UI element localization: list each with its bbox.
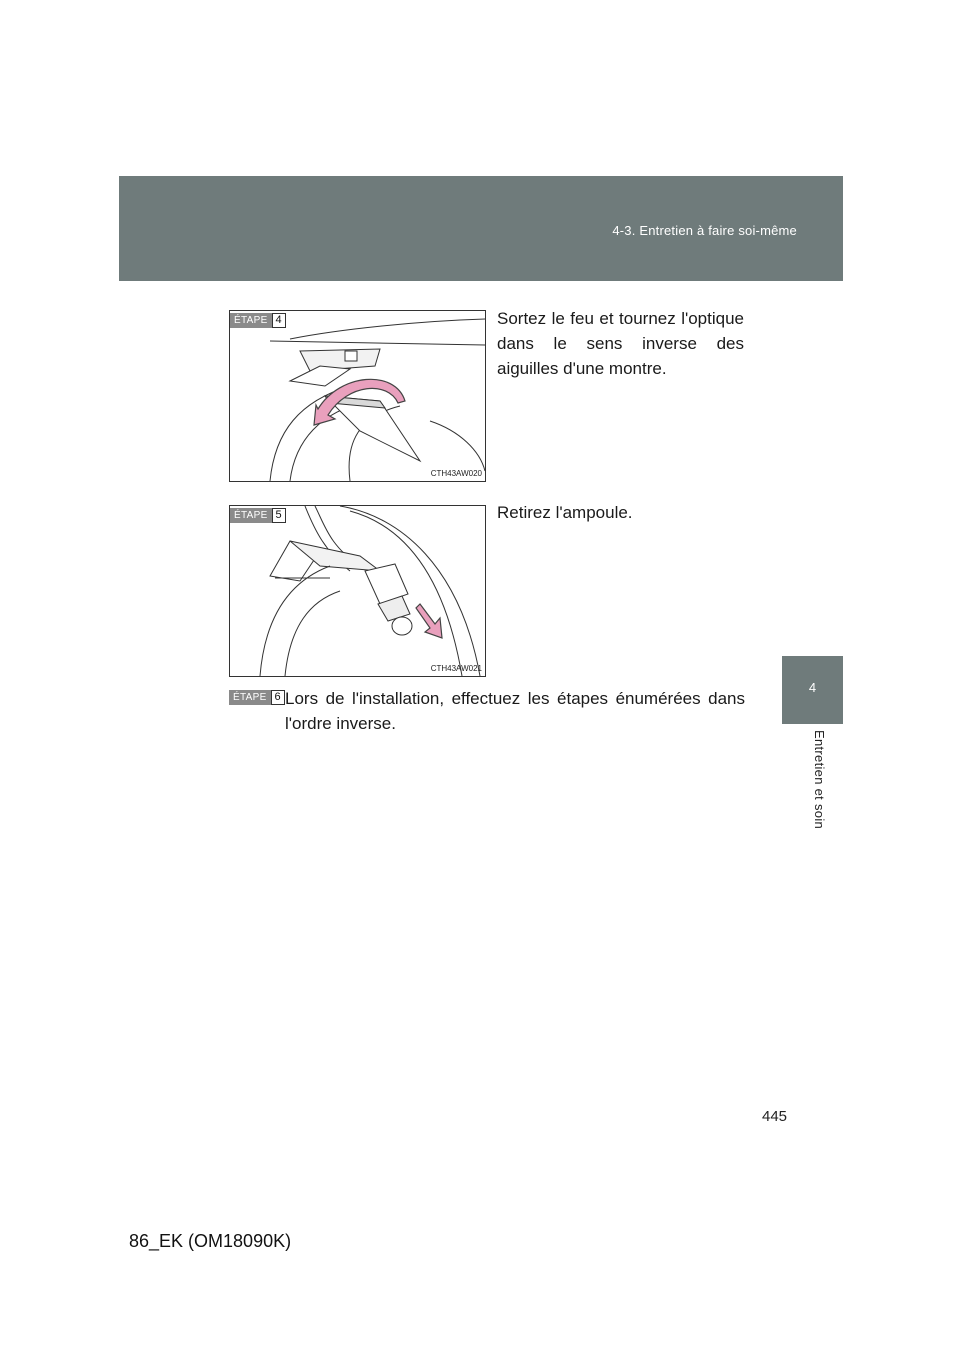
- step-5-badge: [230, 508, 286, 523]
- page-number: 445: [762, 1108, 788, 1125]
- figure-code: CTH43AW020: [430, 469, 482, 478]
- step-4-figure: [229, 310, 486, 482]
- document-code: 86_EK (OM18090K): [129, 1231, 292, 1251]
- bulb-removal-illustration: [230, 506, 487, 678]
- lamp-rotate-illustration: [230, 311, 487, 483]
- section-title: 4-3. Entretien à faire soi-même: [612, 223, 797, 238]
- step-4-badge: [230, 313, 286, 328]
- step-5-text: Retirez l'ampoule.: [497, 503, 633, 522]
- figure-code: CTH43AW021: [430, 664, 482, 673]
- chapter-tab: [782, 656, 843, 724]
- step-number: 5: [272, 508, 286, 523]
- step-number: 6: [271, 690, 285, 705]
- step-label: ÉTAPE: [230, 508, 272, 523]
- step-label: ÉTAPE: [229, 690, 271, 705]
- section-header-band: [119, 176, 843, 281]
- chapter-number: 4: [808, 680, 817, 695]
- step-number: 4: [272, 313, 286, 328]
- chapter-label: Entretien et soin: [812, 730, 827, 830]
- step-label: ÉTAPE: [230, 313, 272, 328]
- step-6-badge: [229, 690, 285, 705]
- step-4-text: Sortez le feu et tournez l'optique dans le sens inverse des aiguilles d'une montre.: [497, 309, 744, 378]
- step-6-text: Lors de l'installation, effectuez les étapes énumérées dans l'ordre inverse.: [285, 689, 745, 733]
- step-5-figure: [229, 505, 486, 677]
